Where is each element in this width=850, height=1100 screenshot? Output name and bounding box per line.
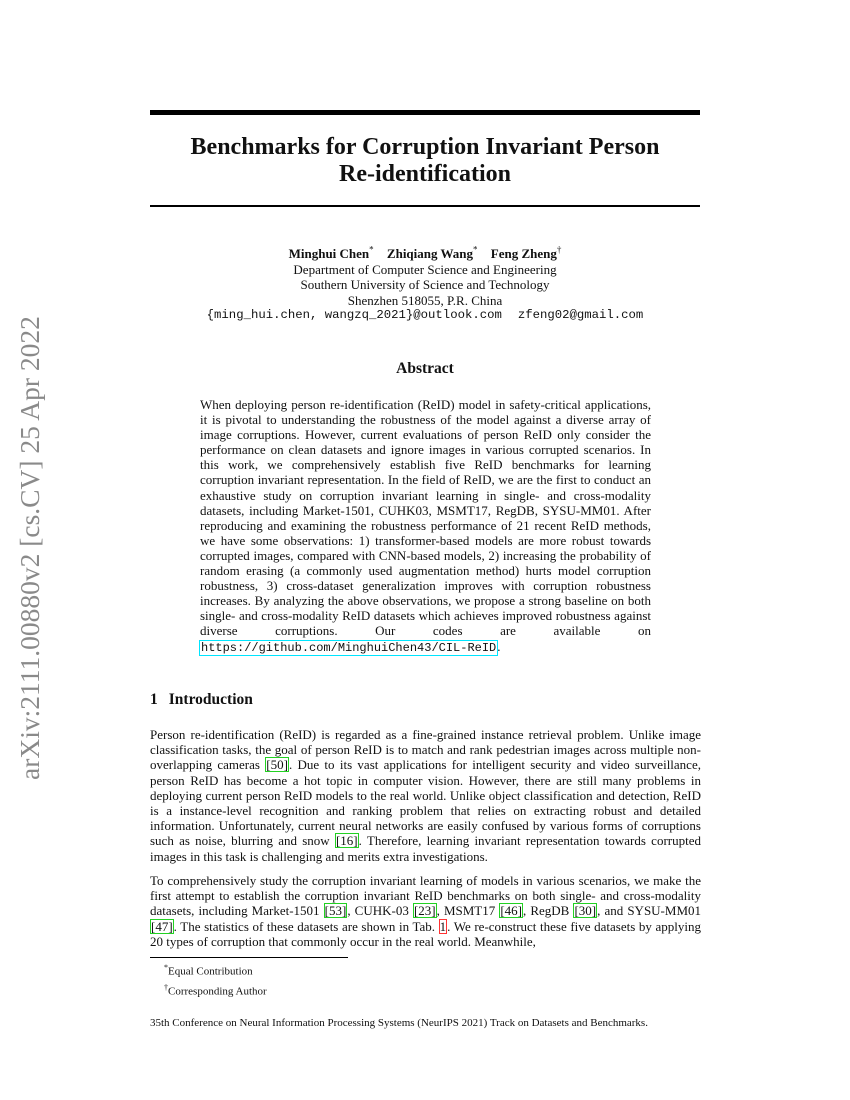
- citation-link[interactable]: [46]: [500, 903, 523, 919]
- footnote-equal-contribution: *Equal Contribution: [164, 963, 253, 978]
- affiliation-department: Department of Computer Science and Engineering: [293, 261, 557, 277]
- author: Feng Zheng†: [490, 245, 562, 262]
- intro-paragraph-1: Person re-identification (ReID) is regarded as a fine-grained instance retrieval problem. Unlike image classification tasks, the goal of person ReID is to match and rank pedestrian images across multiple non-overlapping cameras [50]. Due to its vast applications for intelligent security and video surveillance, person ReID has become a hot topic in computer vision. However, there are still many problems in deploying current person ReID models to the real world. Unlike object classification and detection, ReID is a instance-level recognition and ranking problem that relies on extracting robust and detailed information. Unfortunately, current neural networks are easily confused by various forms of corruptions such as noise, blurring and snow [16]. Therefore, learning invariant representation towards corrupted images in this task is challenging and merits extra investigations.: [150, 727, 701, 864]
- abstract-heading: Abstract: [396, 360, 454, 377]
- citation-link[interactable]: [23]: [413, 903, 436, 919]
- code-link[interactable]: https://github.com/MinghuiChen43/CIL-ReID: [201, 640, 497, 655]
- table-ref-link[interactable]: 1: [439, 918, 447, 934]
- citation-link[interactable]: [50]: [266, 757, 288, 773]
- title-top-rule: [150, 110, 700, 115]
- section-heading-introduction: [150, 691, 253, 709]
- author-emails: [150, 308, 700, 324]
- abstract-text: When deploying person re-identification (ReID) model in safety-critical applications, it is pivotal to understanding the robustness of the model against a diverse array of image corruptions. However, current evaluations of person ReID only consider the performance on clean datasets and ignore images in various corrupted scenarios. In this work, we comprehensively establish five ReID benchmarks for learning corruption invariant representation. In the field of ReID, we are the first to conduct an exhaustive study on corruption invariant learning in single- and cross-modality datasets, including Market-1501, CUHK03, MSMT17, RegDB, SYSU-MM01. After reproducing and examining the robustness performance of 21 recent ReID methods, we have some observations: 1) transformer-based models are more robust towards corrupted images, compared with CNN-based models, 2) increasing the probability of random erasing (a commonly used augmentation method) hurts model corruption robustness, 3) cross-dataset generalization improves with corruption robustness increases. By analyzing the above observations, we propose a strong baseline on both single- and cross-modality ReID datasets which achieves improved robustness against diverse corruptions. Our codes are available on: [200, 397, 651, 639]
- citation-link[interactable]: [16]: [335, 833, 358, 849]
- title-line-2: Re-identification: [339, 161, 511, 187]
- intro-paragraph-2: To comprehensively study the corruption invariant learning of models in various scenarios, we make the first attempt to establish the corruption invariant ReID benchmarks on both single- and cross-modality datasets, including Market-1501 [53], CUHK-03 [23], MSMT17 [46], RegDB [30], and SYSU-MM01 [47]. The statistics of these datasets are shown in Tab. 1. We re-construct these five datasets by applying 20 types of corruption that commonly occur in the real world. Meanwhile,: [150, 873, 702, 949]
- venue-footer: 35th Conference on Neural Information Processing Systems (NeurIPS 2021) Track on Datasets and Benchmarks.: [150, 1017, 648, 1029]
- section-number: 1: [150, 691, 158, 708]
- author-names: [150, 243, 700, 262]
- email-2: zfeng02@gmail.com: [517, 308, 644, 323]
- section-title: Introduction: [168, 691, 253, 708]
- title-bottom-rule: [150, 205, 700, 207]
- footnote-rule: [150, 957, 348, 958]
- author: Minghui Chen*: [288, 245, 374, 262]
- citation-link[interactable]: [53]: [324, 903, 347, 919]
- footnote-corresponding-author: †Corresponding Author: [164, 982, 267, 998]
- affiliation-city: Shenzhen 518055, P.R. China: [347, 292, 503, 308]
- email-1: {ming_hui.chen, wangzq_2021}@outlook.com: [206, 308, 502, 323]
- author: Zhiqiang Wang*: [386, 245, 478, 262]
- affiliation-university: Southern University of Science and Technology: [300, 277, 550, 293]
- paper-title: [150, 134, 700, 188]
- abstract-body: When deploying person re-identification (ReID) model in safety-critical applications, it is pivotal to understanding the robustness of the model against a diverse array of image corruptions. However, current evaluations of person ReID only consider the performance on clean datasets and ignore images in various corrupted scenarios. In this work, we comprehensively establish five ReID benchmarks for learning corruption invariant representation. In the field of ReID, we are the first to conduct an exhaustive study on corruption invariant learning in single- and cross-modality datasets, including Market-1501, CUHK03, MSMT17, RegDB, SYSU-MM01. After reproducing and examining the robustness performance of 21 recent ReID methods, we have some observations: 1) transformer-based models are more robust towards corrupted images, compared with CNN-based models, 2) increasing the probability of random erasing (a commonly used augmentation method) hurts model corruption robustness, 3) cross-dataset generalization improves with corruption robustness increases. By analyzing the above observations, we propose a strong baseline on both single- and cross-modality ReID datasets which achieves improved robustness against diverse corruptions. Our codes are available on https://github.com/MinghuiChen43/CIL-ReID.: [200, 397, 651, 655]
- citation-link[interactable]: [47]: [151, 918, 173, 934]
- arxiv-identifier: arXiv:2111.00880v2 [cs.CV] 25 Apr 2022: [14, 316, 45, 780]
- author-block: [150, 243, 700, 324]
- title-line-1: Benchmarks for Corruption Invariant Person: [190, 134, 660, 160]
- citation-link[interactable]: [30]: [574, 903, 597, 919]
- footnotes: [164, 960, 267, 999]
